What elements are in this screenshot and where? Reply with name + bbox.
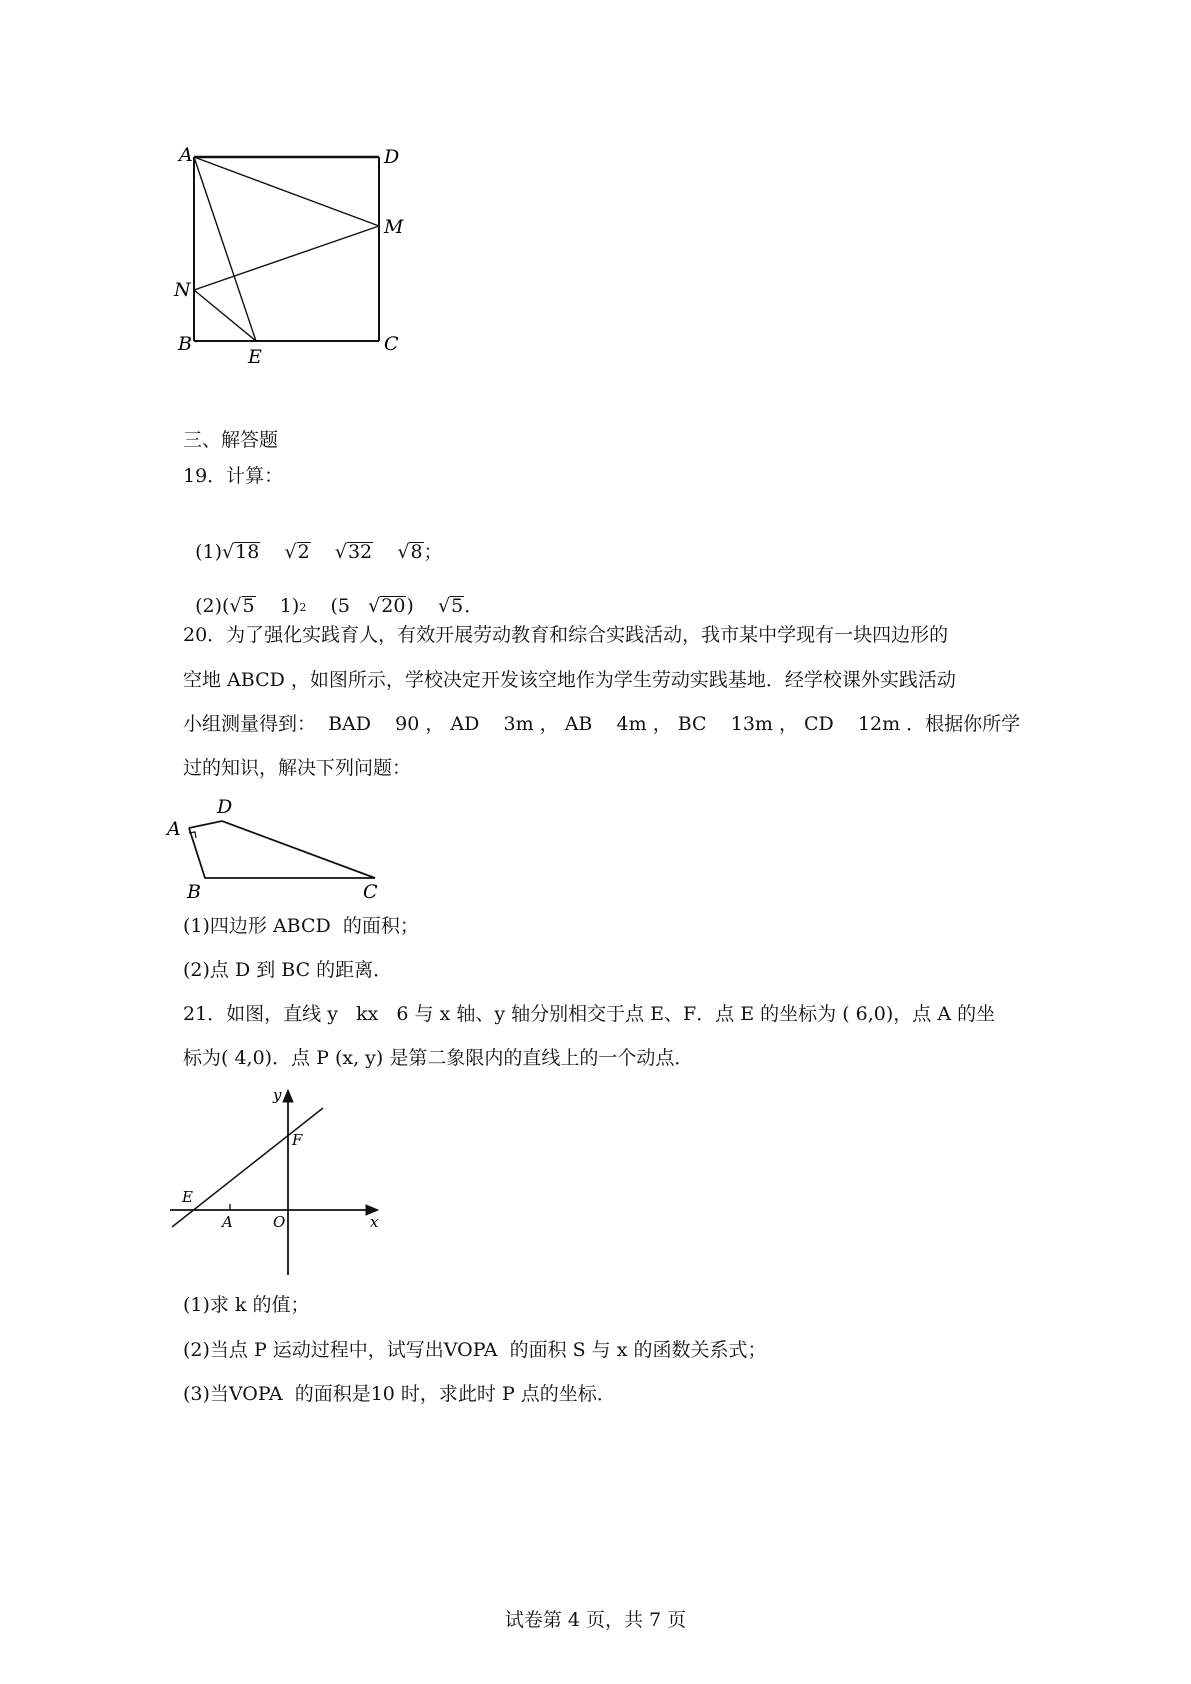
q20-sub2: (2)点 D 到 BC 的距离． bbox=[183, 959, 393, 981]
label-a3: A bbox=[222, 1213, 233, 1231]
q21-line2: 标为( 4,0)．点 P (x, y) 是第二象限内的直线上的一个动点． bbox=[183, 1047, 694, 1069]
label-d2: D bbox=[217, 796, 233, 818]
label-e3: E bbox=[182, 1188, 193, 1206]
page-footer: 试卷第 4 页，共 7 页 bbox=[504, 1609, 687, 1631]
q20-line1: 20．为了强化实践育人，有效开展劳动教育和综合实践活动，我市某中学现有一块四边形的 bbox=[183, 624, 949, 646]
label-d: D bbox=[384, 146, 400, 168]
q21-sub3: (3)当VOPA 的面积是10 时，求此时 P 点的坐标． bbox=[183, 1383, 616, 1405]
label-f: F bbox=[292, 1131, 303, 1149]
label-c: C bbox=[384, 333, 399, 355]
axis-label-y: y bbox=[273, 1086, 282, 1104]
q19-part1: (1)√18 √2 √32 √8； bbox=[195, 541, 443, 563]
q19-part2: (2)(√5 1)2 (5 √20) √5． bbox=[195, 595, 484, 617]
sqrt-2: √2 bbox=[284, 541, 310, 563]
coordinate-figure bbox=[170, 1080, 400, 1280]
label-n: N bbox=[174, 279, 191, 301]
sqrt-32: √32 bbox=[334, 541, 373, 563]
label-b2: B bbox=[187, 881, 201, 903]
axis-label-x: x bbox=[370, 1213, 379, 1231]
section-heading: 三、解答题 bbox=[183, 429, 279, 451]
quadrilateral-figure bbox=[167, 795, 425, 905]
sqrt-20: √20 bbox=[368, 595, 406, 617]
q20-line2: 空地 ABCD ，如图所示，学校决定开发该空地作为学生劳动实践基地．经学校课外实践活动 bbox=[183, 669, 956, 691]
q21-line1: 21．如图，直线 y kx 6 与 x 轴、y 轴分别相交于点 E、F．点 E 的坐标为 ( 6,0)，点 A 的坐 bbox=[183, 1003, 996, 1025]
q20-line4: 过的知识，解决下列问题： bbox=[183, 757, 412, 779]
label-c2: C bbox=[363, 881, 378, 903]
label-e: E bbox=[248, 346, 262, 368]
q20-sub1: (1)四边形 ABCD 的面积； bbox=[183, 915, 419, 937]
sqrt-5: √5 bbox=[229, 595, 255, 617]
sqrt-8: √8 bbox=[397, 541, 423, 563]
sqrt-18: √18 bbox=[222, 541, 260, 563]
label-o: O bbox=[273, 1213, 286, 1231]
label-m: M bbox=[384, 216, 404, 238]
q21-sub2: (2)当点 P 运动过程中，试写出VOPA 的面积 S 与 x 的函数关系式； bbox=[183, 1339, 767, 1361]
q19-title: 19．计算： bbox=[183, 465, 284, 487]
q20-line3: 小组测量得到： BAD 90 ， AD 3m ， AB 4m ， BC 13m ， CD 12m ．根据你所学 bbox=[183, 713, 1021, 735]
label-b: B bbox=[178, 333, 192, 355]
label-a: A bbox=[179, 144, 193, 166]
square-figure bbox=[174, 144, 420, 385]
q21-sub1: (1)求 k 的值； bbox=[183, 1294, 310, 1316]
sqrt-5b: √5 bbox=[438, 595, 464, 617]
label-a2: A bbox=[167, 818, 181, 840]
